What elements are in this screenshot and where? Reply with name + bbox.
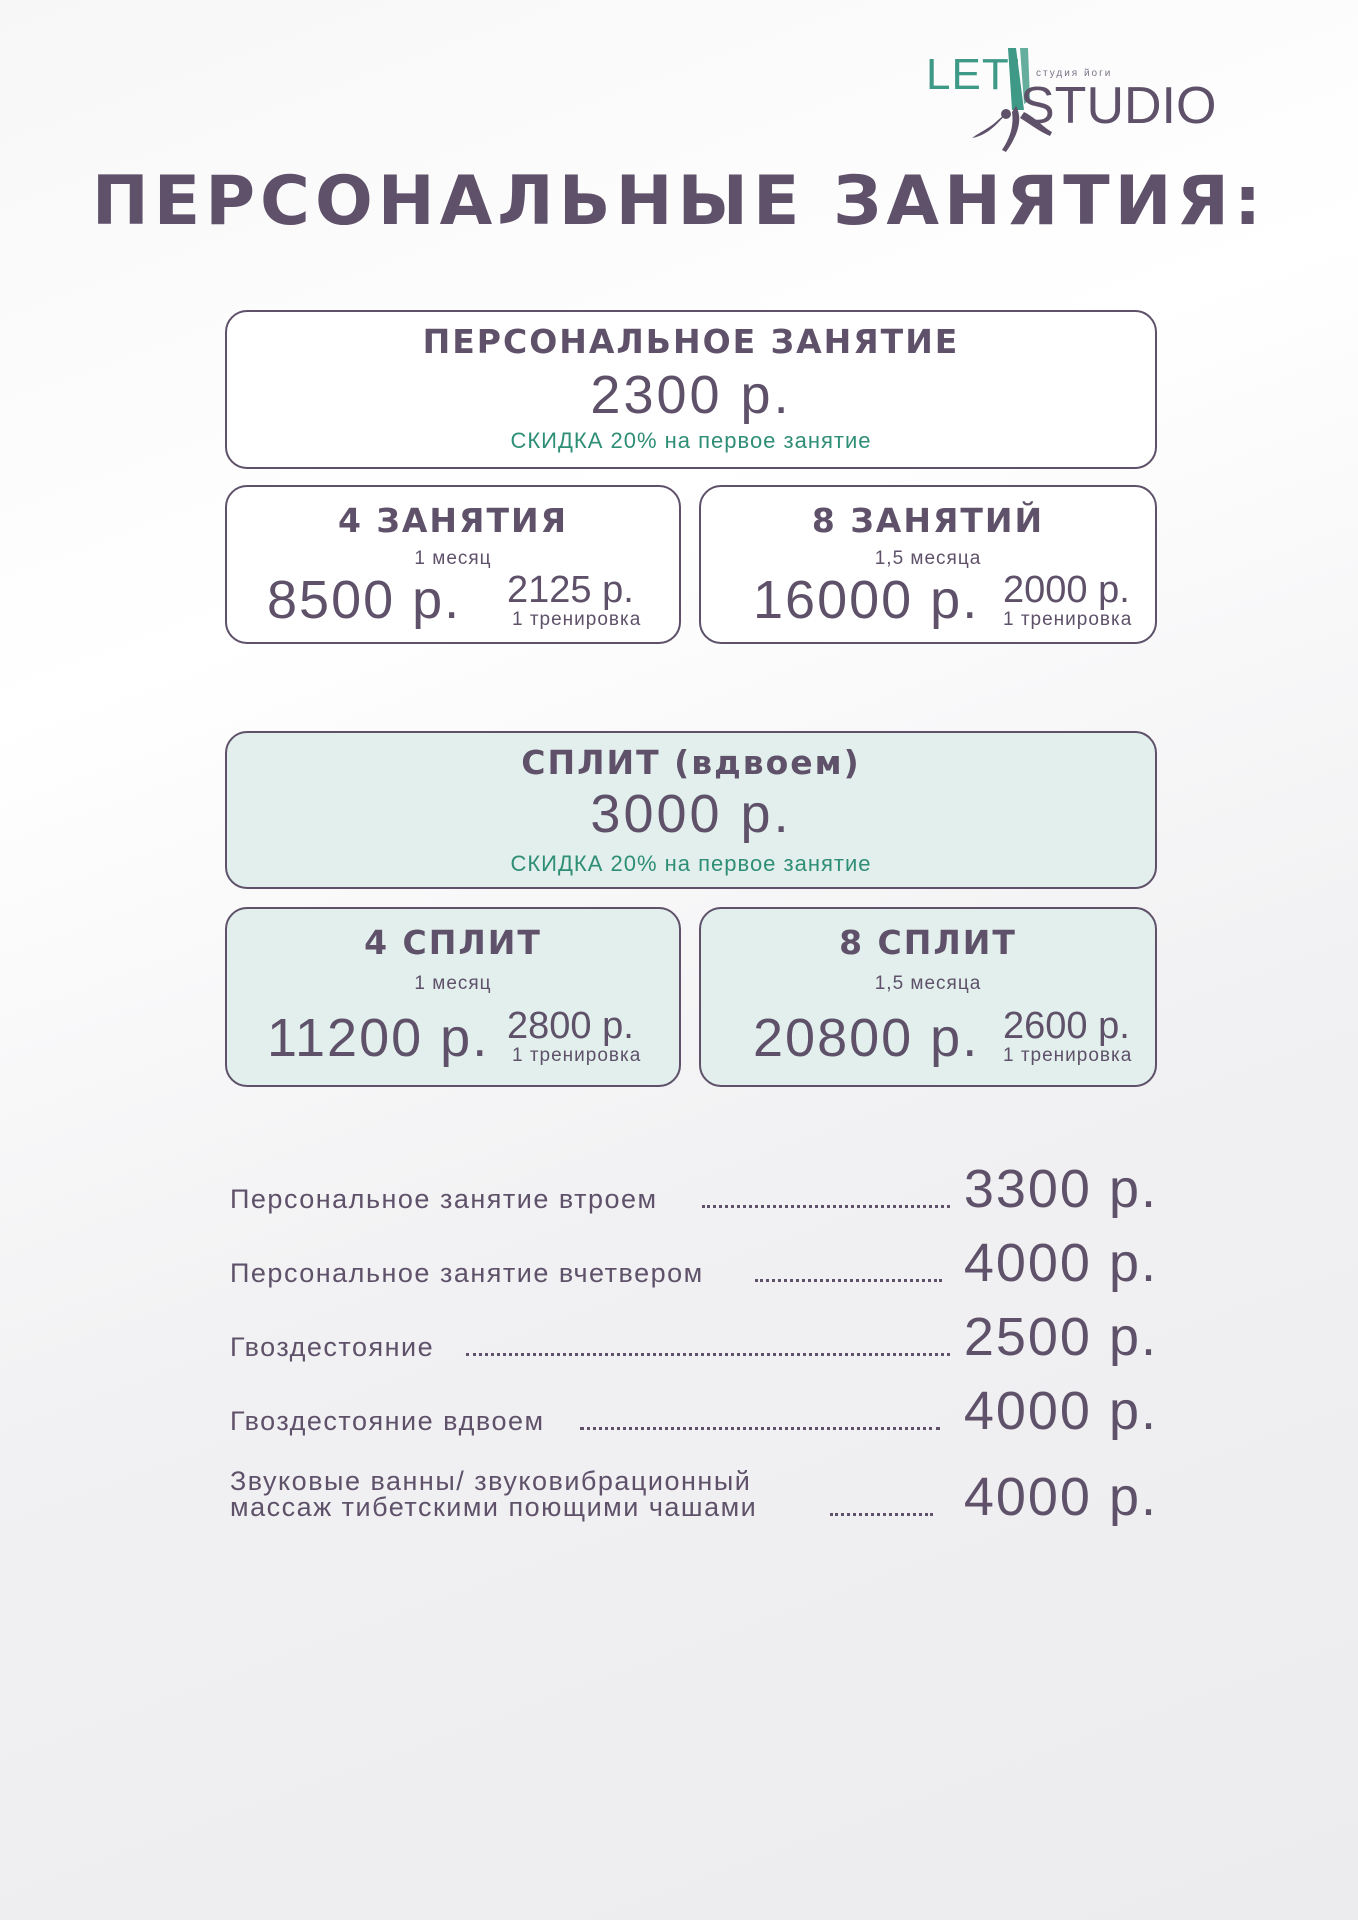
card-per-session-price: 2800 р. <box>507 1005 634 1047</box>
price-list-row <box>230 1160 1158 1220</box>
service-price: 4000 р. <box>963 1381 1158 1441</box>
card-total-price: 20800 р. <box>753 1008 980 1068</box>
service-price: 3300 р. <box>963 1159 1158 1219</box>
service-price: 2500 р. <box>963 1307 1158 1367</box>
page-title: ПЕРСОНАЛЬНЫЕ ЗАНЯТИЯ: <box>91 162 1267 241</box>
service-label-line: массаж тибетскими поющими чашами <box>230 1492 758 1522</box>
card-total-price: 8500 р. <box>267 570 462 630</box>
dotted-leader <box>702 1205 950 1208</box>
card-per-session-label: 1 тренировка <box>512 609 642 630</box>
discount-note: СКИДКА 20% на первое занятие <box>510 428 872 453</box>
service-label: Персональное занятие втроем <box>230 1184 658 1214</box>
card-per-session-label: 1 тренировка <box>1003 1045 1133 1066</box>
card-title: ПЕРСОНАЛЬНОЕ ЗАНЯТИЕ <box>422 322 960 361</box>
card-title: 8 СПЛИТ <box>839 923 1017 962</box>
logo-text-leti: LETI <box>926 50 1023 99</box>
service-label: Персональное занятие вчетвером <box>230 1258 704 1288</box>
card-price: 3000 р. <box>590 784 792 844</box>
price-list-row <box>230 1382 1158 1442</box>
studio-logo <box>920 40 1217 160</box>
card-per-session-label: 1 тренировка <box>1003 609 1133 630</box>
card-title: 8 ЗАНЯТИЙ <box>811 501 1045 540</box>
dotted-leader <box>755 1279 942 1282</box>
price-list-row <box>230 1234 1158 1294</box>
service-price: 4000 р. <box>963 1467 1158 1527</box>
card-total-price: 11200 р. <box>267 1008 490 1068</box>
service-label <box>230 1468 757 1520</box>
split-pack4-card <box>225 907 681 1087</box>
price-list-row <box>230 1454 1158 1534</box>
card-total-price: 16000 р. <box>753 570 980 630</box>
service-label-line: Звуковые ванны/ звуковибрационный <box>230 1466 752 1496</box>
card-per-session-price: 2125 р. <box>507 569 634 611</box>
dotted-leader <box>830 1513 933 1516</box>
logo-tagline: студия йоги <box>1036 68 1113 79</box>
dotted-leader <box>580 1427 940 1430</box>
card-per-session-price: 2000 р. <box>1003 569 1130 611</box>
card-period: 1 месяц <box>414 973 492 994</box>
card-per-session-label: 1 тренировка <box>512 1045 642 1066</box>
card-title: СПЛИТ (вдвоем) <box>521 743 861 782</box>
logo-text-studio: STUDIO <box>1020 77 1217 135</box>
card-title: 4 ЗАНЯТИЯ <box>337 501 568 540</box>
service-price: 4000 р. <box>963 1233 1158 1293</box>
service-label: Гвоздестояние <box>230 1332 435 1362</box>
card-title: 4 СПЛИТ <box>364 923 542 962</box>
personal-pack4-card <box>225 485 681 644</box>
discount-note: СКИДКА 20% на первое занятие <box>510 851 872 876</box>
personal-pack8-card <box>699 485 1157 644</box>
personal-single-card <box>225 310 1157 469</box>
card-period: 1 месяц <box>414 548 492 569</box>
split-single-card <box>225 731 1157 889</box>
service-label: Гвоздестояние вдвоем <box>230 1406 545 1436</box>
card-period: 1,5 месяца <box>874 548 982 569</box>
dotted-leader <box>466 1353 950 1356</box>
card-per-session-price: 2600 р. <box>1003 1005 1130 1047</box>
split-pack8-card <box>699 907 1157 1087</box>
price-list-row <box>230 1308 1158 1368</box>
card-price: 2300 р. <box>590 365 792 425</box>
card-period: 1,5 месяца <box>874 973 982 994</box>
